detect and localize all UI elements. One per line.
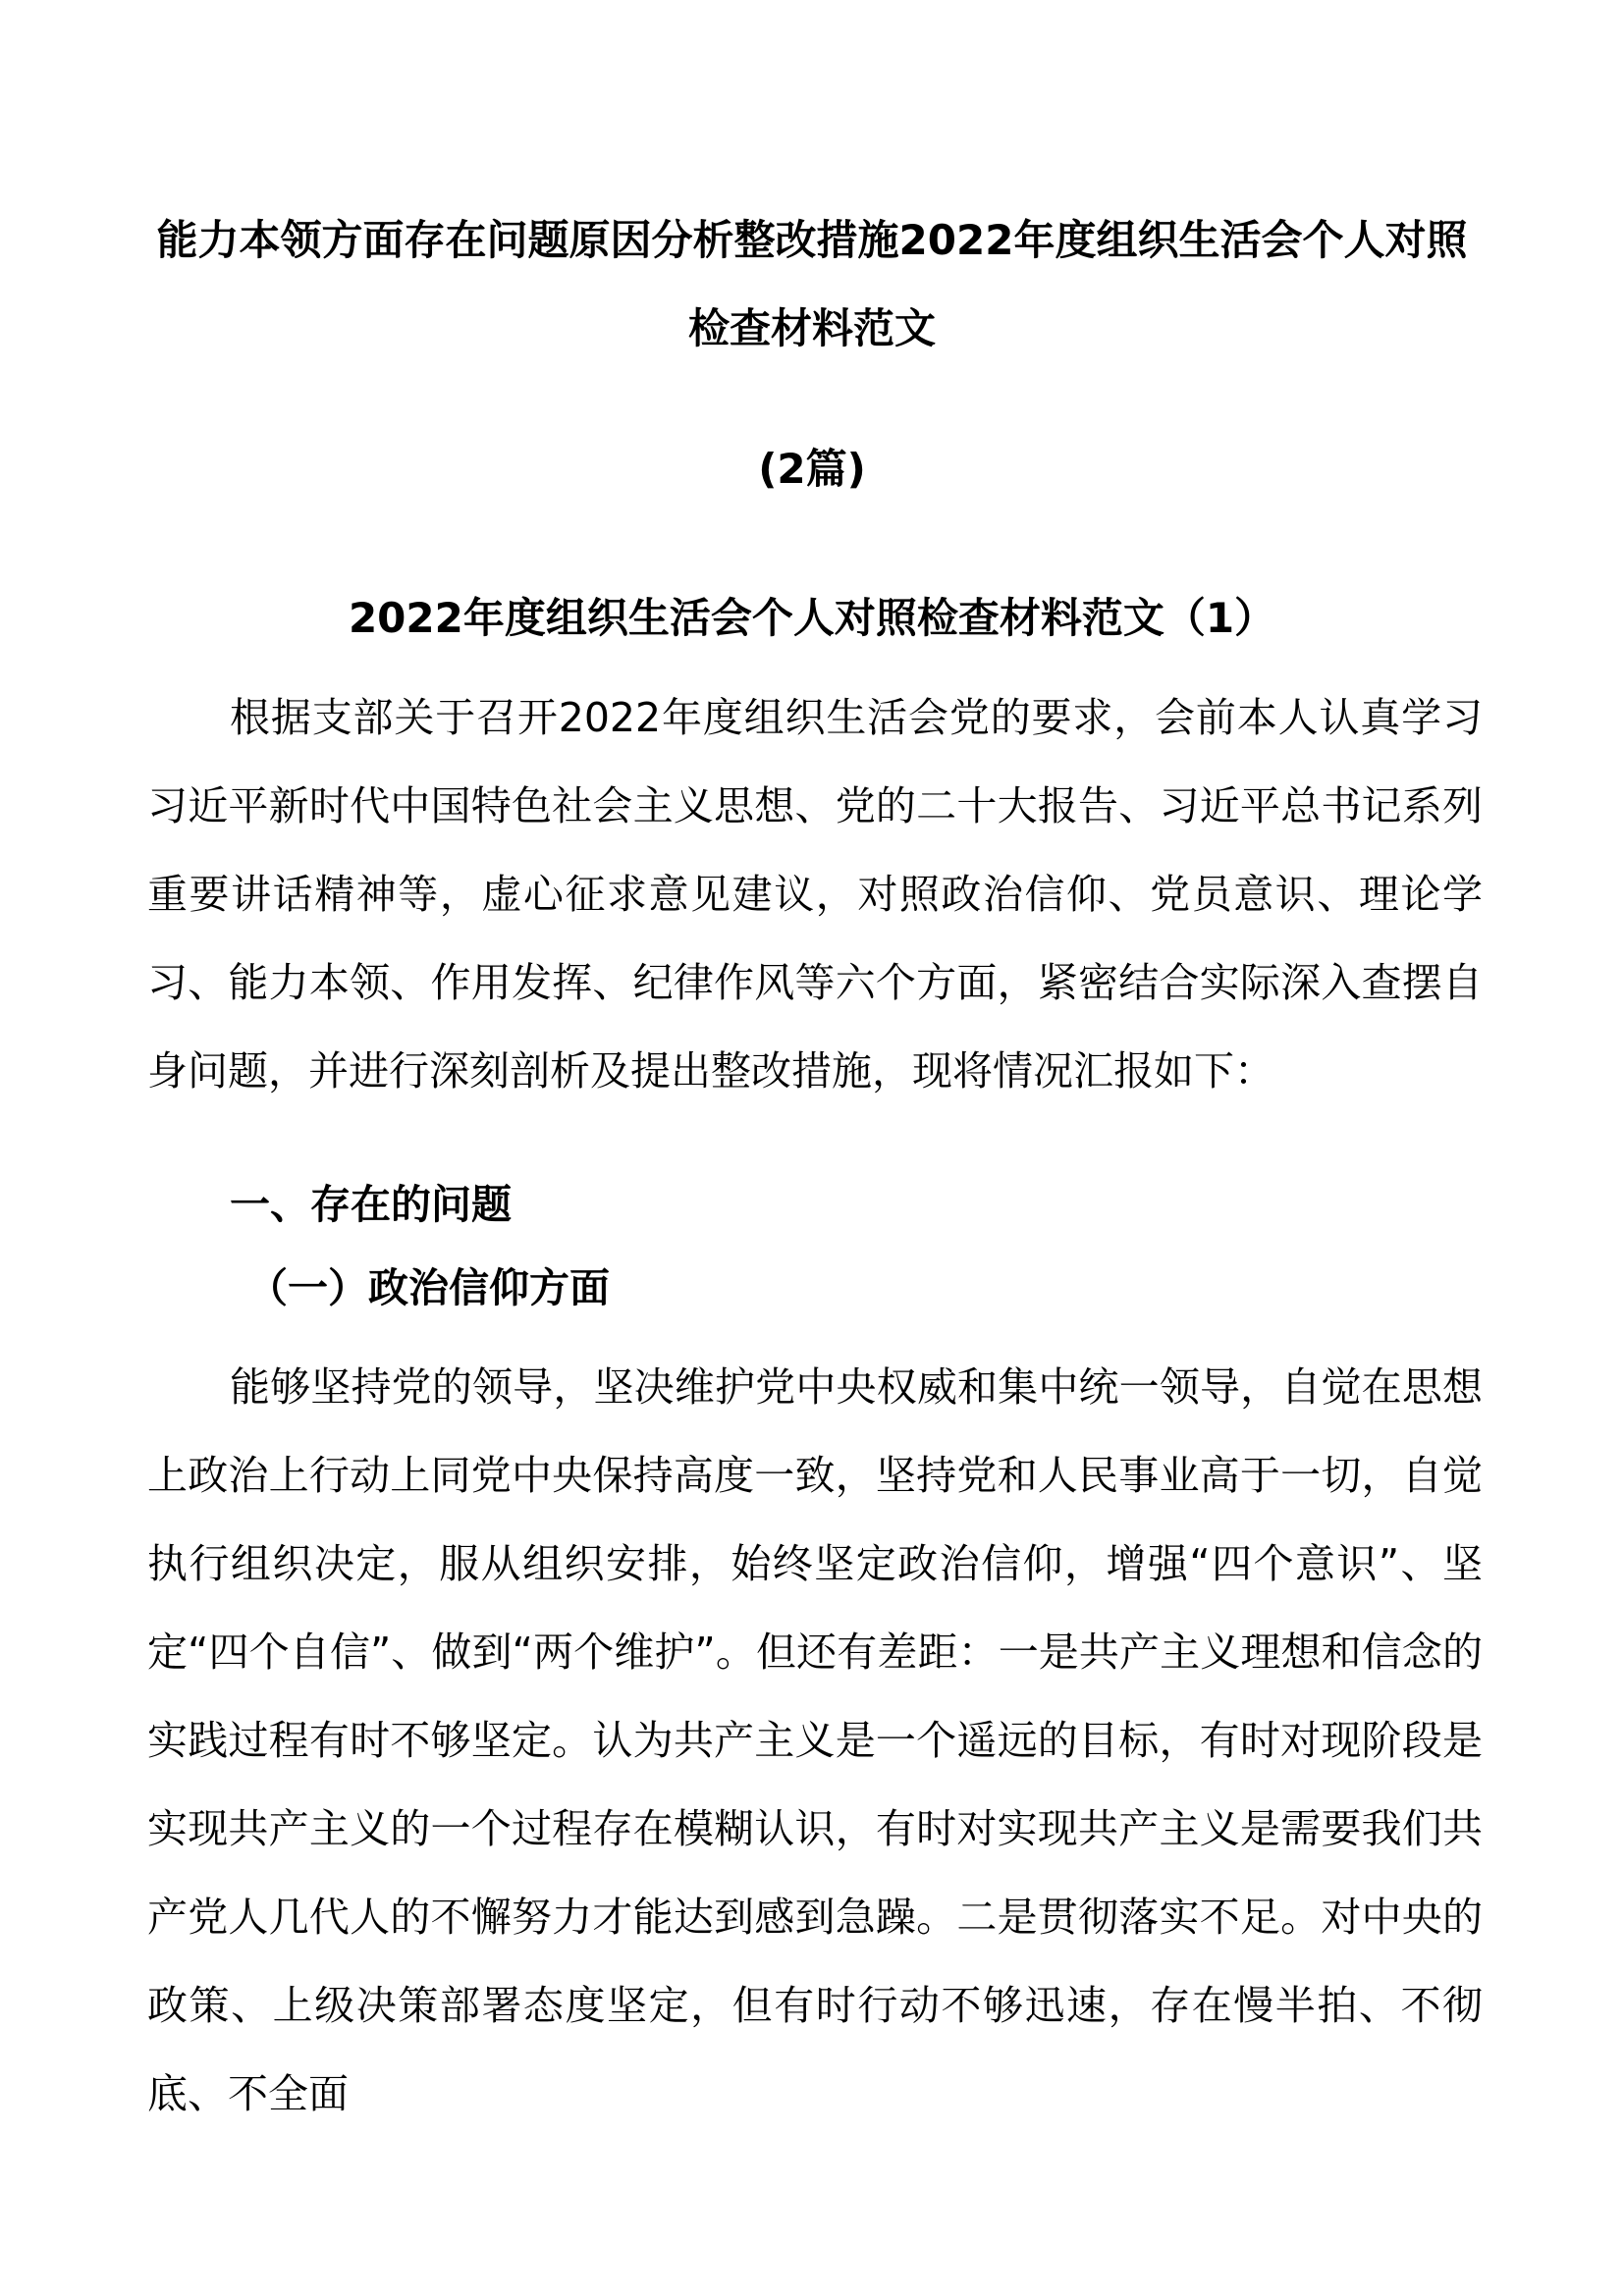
heading-political-belief: （一）政治信仰方面 [247, 1264, 610, 1311]
article-count-label: (2篇) [758, 445, 866, 493]
body-paragraph: 能够坚持党的领导，坚决维护党中央权威和集中统一领导，自觉在思想上政治上行动上同党中央保持高度一致，坚持党和人民事业高于一切，自觉执行组织决定，服从组织安排，始终坚定政治信仰，增强“四个意识”、坚定“四个自信”、做到“两个维护”。但还有差距：一是共产主义理想和信念的实践过程有时不够坚定。认为共产主义是一个遥远的目标，有时对现阶段是实现共产主义的一个过程存在模糊认识，有时对实现共产主义是需要我们共产党人几代人的不懈努力才能达到感到急躁。二是贯彻落实不足。对中央的政策、上级决策部署态度坚定，但有时行动不够迅速，存在慢半拍、不彻底、不全面 [147, 1363, 1483, 2117]
section-title: 2022年度组织生活会个人对照检查材料范文（1） [348, 594, 1276, 642]
heading-problems: 一、存在的问题 [230, 1181, 512, 1228]
document-title: 能力本领方面存在问题原因分析整改措施2022年度组织生活会个人对照检查材料范文 [156, 216, 1468, 352]
intro-paragraph: 根据支部关于召开2022年度组织生活会党的要求，会前本人认真学习习近平新时代中国特色社会主义思想、党的二十大报告、习近平总书记系列重要讲话精神等，虚心征求意见建议，对照政治信仰、党员意识、理论学习、能力本领、作用发挥、纪律作风等六个方面，紧密结合实际深入查摆自身问题，并进行深刻剖析及提出整改措施，现将情况汇报如下： [147, 694, 1483, 1095]
